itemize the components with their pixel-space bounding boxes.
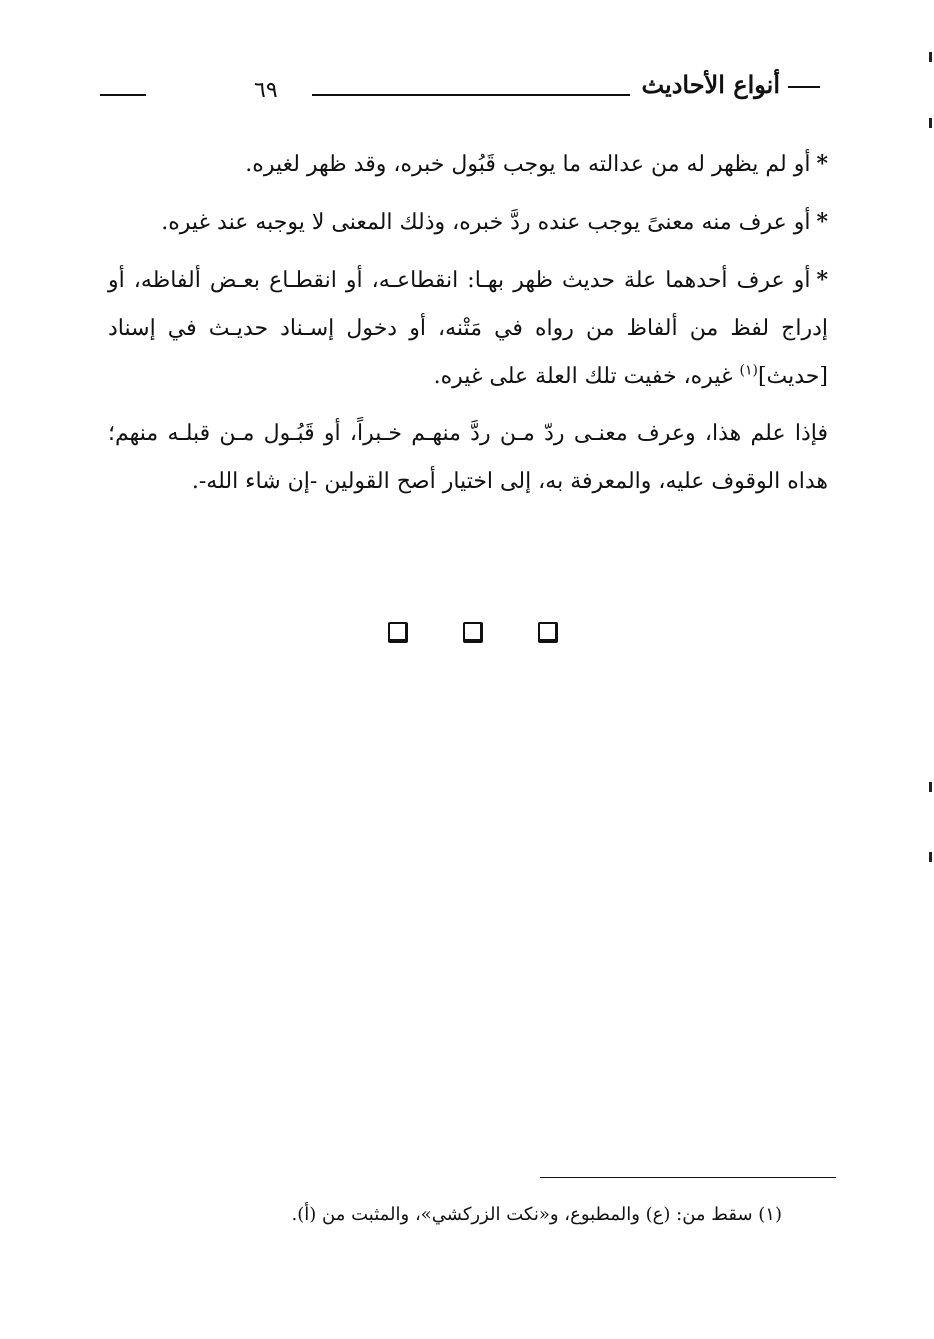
paragraph-3 bbox=[108, 256, 828, 401]
scan-edge-mark bbox=[929, 52, 932, 62]
paragraph-text: فإذا علم هذا، وعرف معنـى ردّ مـن ردَّ منهـم خـبراً، أو قَبُـول مـن قبلـه منهم؛ هداه الوقوف عليه، والمعرفة به، إلى اختيار أصح القولين -إن شاء الله-. bbox=[108, 421, 828, 494]
footnote: (١) سقط من: (ع) والمطبوع، و«نكت الزركشي»، والمثبت من (أ). bbox=[291, 1204, 782, 1225]
square-box-icon bbox=[463, 622, 483, 643]
asterisk-marker: * bbox=[816, 209, 828, 235]
header-dash-right bbox=[788, 86, 820, 88]
paragraph-text-continued: غيره، خفيت تلك العلة على غيره. bbox=[433, 364, 740, 389]
footnote-reference[interactable]: (١) bbox=[739, 362, 758, 379]
paragraph-text: أو لم يظهر له من عدالته ما يوجب قَبُول خبره، وقد ظهر لغيره. bbox=[245, 152, 811, 177]
scan-edge-mark bbox=[929, 118, 932, 128]
header-dash-left bbox=[100, 94, 146, 96]
scan-edge-mark bbox=[929, 852, 932, 862]
header-rule bbox=[312, 94, 630, 96]
asterisk-marker: * bbox=[816, 267, 828, 293]
paragraph-text: أو عرف منه معنىً يوجب عنده ردَّ خبره، وذلك المعنى لا يوجبه عند غيره. bbox=[161, 210, 811, 235]
scan-edge-mark bbox=[929, 782, 932, 792]
main-text bbox=[108, 140, 828, 506]
square-box-icon bbox=[538, 622, 558, 643]
footnote-divider bbox=[540, 1177, 836, 1178]
paragraph-2 bbox=[108, 198, 828, 247]
paragraph-1 bbox=[108, 140, 828, 189]
page-number: ٦٩ bbox=[254, 78, 278, 103]
square-box-icon bbox=[388, 622, 408, 643]
paragraph-4 bbox=[108, 410, 828, 506]
paragraph-text: أو عرف أحدهما علة حديث ظهر بهـا: انقطاعـه، أو انقطـاع بعـض ألفاظه، أو إدراج لفظ من ألفاظ من رواه في مَتْنه، أو دخول إسـناد حديـث في إسناد [حديث] bbox=[108, 268, 828, 389]
running-header bbox=[100, 66, 820, 106]
asterisk-marker: * bbox=[816, 151, 828, 177]
header-title: أنواع الأحاديث bbox=[641, 70, 780, 99]
section-separator bbox=[0, 622, 934, 648]
